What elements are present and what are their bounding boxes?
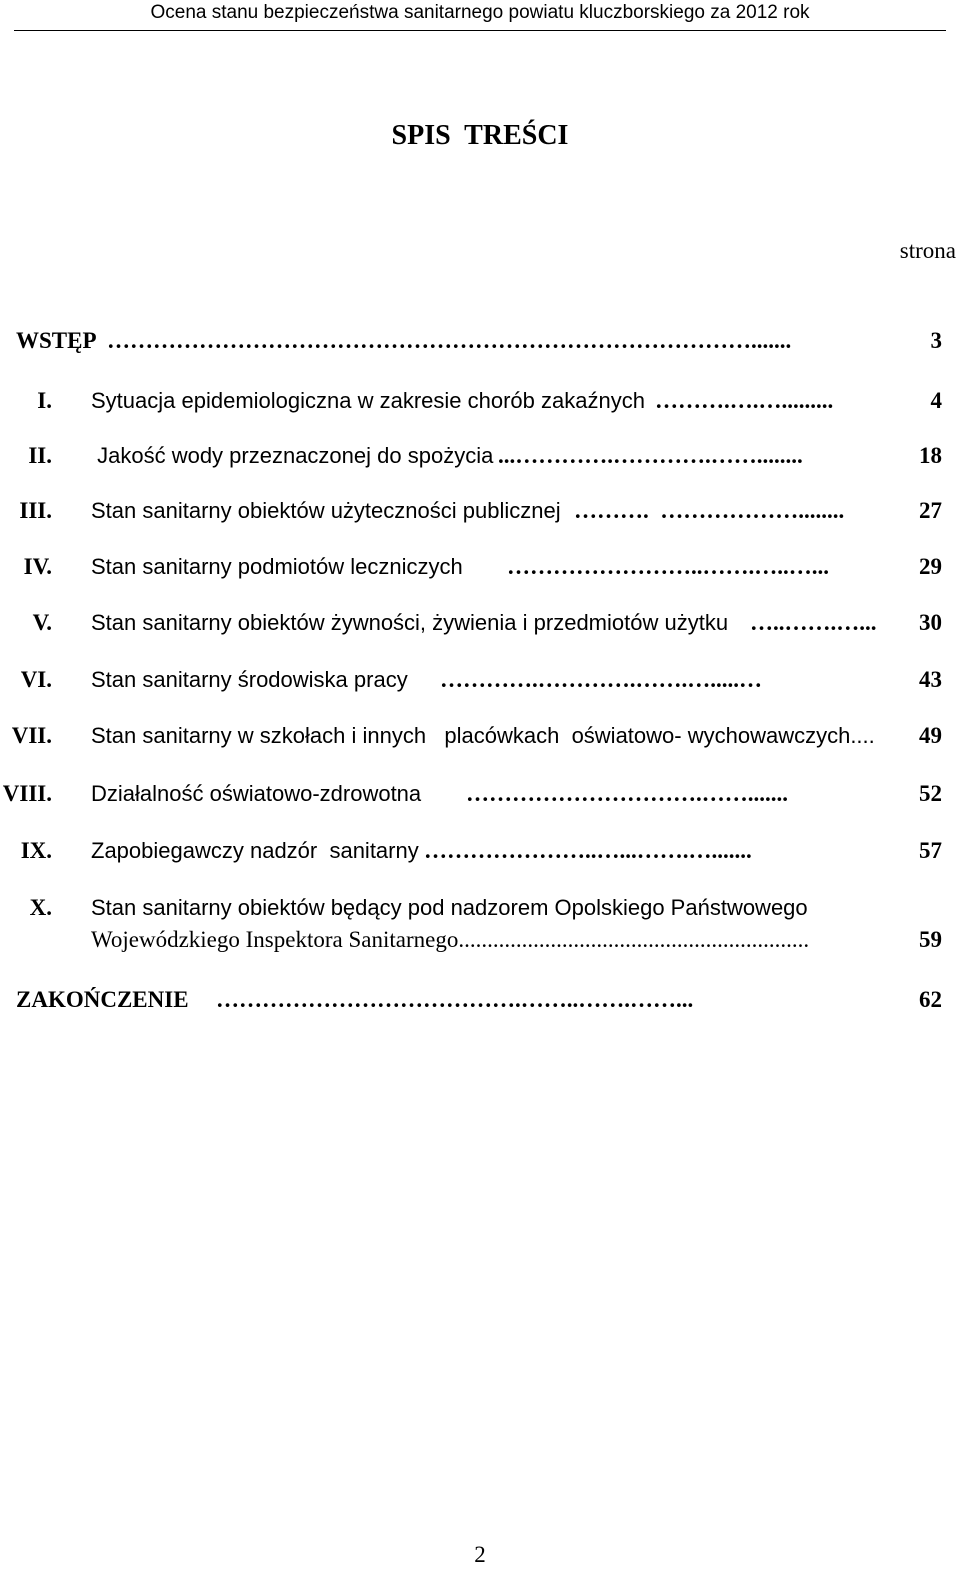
toc-page-number: 43 <box>919 667 942 692</box>
toc-entry-label: ZAKOŃCZENIE <box>16 987 189 1012</box>
toc-entry-label-continuation: Wojewódzkiego Inspektora Sanitarnego............................................................. <box>91 927 810 952</box>
toc-entry-number: VIII. <box>2 781 52 806</box>
toc-entry-number: X. <box>29 895 52 920</box>
toc-entry-label: Sytuacja epidemiologiczna w zakresie chorób zakaźnych <box>91 388 645 413</box>
toc-page-number: 62 <box>919 987 942 1012</box>
toc-page-number: 18 <box>919 443 942 468</box>
toc-leader-dots: ……….….…......... <box>655 388 834 413</box>
toc-page-number: 27 <box>919 498 942 523</box>
toc-entry-9[interactable] <box>0 836 960 866</box>
toc-page-number: 49 <box>919 723 942 748</box>
toc-entry-number: VII. <box>11 723 52 748</box>
toc-entry-zakonczenie[interactable] <box>0 985 960 1015</box>
toc-entry-number: II. <box>28 443 52 468</box>
toc-entry-label: Zapobiegawczy nadzór sanitarny <box>91 838 419 863</box>
toc-leader-dots: …………………..…...…….…....... <box>424 838 752 863</box>
toc-entry-number: VI. <box>20 667 52 692</box>
toc-entry-10[interactable] <box>0 893 960 923</box>
toc-leader-dots: ……………………..…….…..…... <box>507 554 829 579</box>
toc-entry-label: Stan sanitarny podmiotów leczniczych <box>91 554 463 579</box>
toc-leader-dots: ………….………….…….….....… <box>440 667 762 692</box>
toc-entry-10-continuation[interactable] <box>0 925 960 955</box>
toc-leader-dots: …………………………………………………………………………....... <box>107 328 792 353</box>
toc-page-number: 59 <box>919 927 942 952</box>
toc-leader-dots: ...………….………….……........ <box>498 443 803 468</box>
toc-entry-wstep[interactable] <box>0 326 960 356</box>
header-rule <box>14 30 946 31</box>
toc-page-number: 30 <box>919 610 942 635</box>
toc-leader-dots: …..…….…... <box>750 610 877 635</box>
page-column-label: strona <box>899 238 956 263</box>
toc-entry-label: Stan sanitarny obiektów żywności, żywienia i przedmiotów użytku <box>91 610 729 635</box>
toc-entry-label: Działalność oświatowo-zdrowotna <box>91 781 422 806</box>
toc-entry-number: III. <box>19 498 52 523</box>
toc-page-number: 4 <box>930 388 942 413</box>
toc-entry-label: Stan sanitarny obiektów będący pod nadzorem Opolskiego Państwowego <box>91 895 808 920</box>
page-title: SPIS TREŚCI <box>391 120 569 151</box>
toc-leader-dots: ………. ………………........ <box>574 498 845 523</box>
toc-entry-label: WSTĘP <box>16 328 97 353</box>
toc-entry-number: IX. <box>20 838 52 863</box>
toc-entry-5[interactable] <box>0 608 960 638</box>
toc-entry-number: I. <box>37 388 52 413</box>
toc-entry-2[interactable] <box>0 441 960 471</box>
toc-entry-7[interactable] <box>0 721 960 751</box>
page-number: 2 <box>474 1542 486 1567</box>
toc-page-number: 52 <box>919 781 942 806</box>
toc-entry-label: Stan sanitarny środowiska pracy <box>91 667 408 692</box>
toc-entry-6[interactable] <box>0 665 960 695</box>
toc-page-number: 29 <box>919 554 942 579</box>
toc-entry-3[interactable] <box>0 496 960 526</box>
toc-leader-dots: ………………………………….……..…….……... <box>216 987 694 1012</box>
toc-entry-number: IV. <box>23 554 52 579</box>
toc-entry-number: V. <box>32 610 52 635</box>
toc-entry-label: Stan sanitarny obiektów użyteczności publicznej <box>91 498 561 523</box>
toc-entry-label: Jakość wody przeznaczonej do spożycia <box>91 443 494 468</box>
toc-entry-4[interactable] <box>0 552 960 582</box>
running-header: Ocena stanu bezpieczeństwa sanitarnego powiatu kluczborskiego za 2012 rok <box>150 2 810 23</box>
toc-page-number: 57 <box>919 838 942 863</box>
toc-entry-8[interactable] <box>0 779 960 809</box>
toc-entry-1[interactable] <box>0 386 960 416</box>
toc-entry-label: Stan sanitarny w szkołach i innych placówkach oświatowo- wychowawczych.... <box>91 723 875 748</box>
toc-page-number: 3 <box>930 328 942 353</box>
toc-leader-dots: ………………………….……....... <box>466 781 788 806</box>
